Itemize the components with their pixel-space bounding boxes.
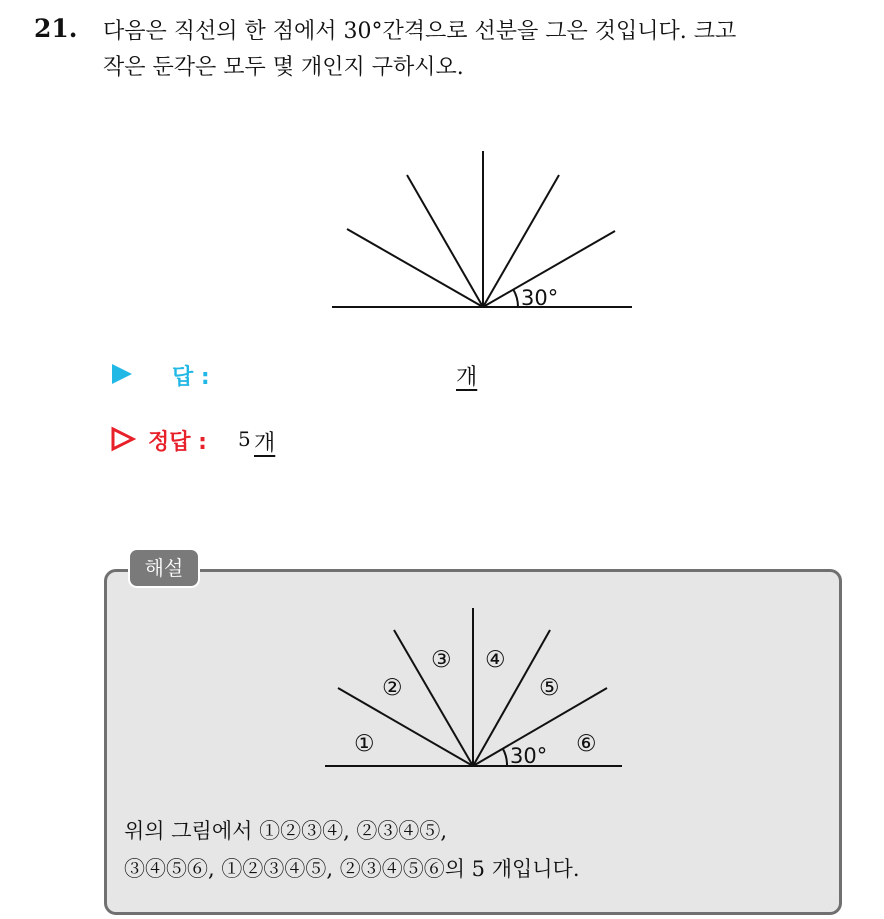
correct-label: 정답 : <box>148 430 207 455</box>
solution-angle-arc <box>503 749 507 766</box>
region-label-3: ③ <box>431 647 452 673</box>
region-label-5: ⑤ <box>539 675 560 701</box>
answer-label: 답 : <box>172 365 210 390</box>
ray-120 <box>407 175 483 307</box>
angle-label: 30° <box>521 286 559 310</box>
solution-figure <box>320 604 625 772</box>
ray-150 <box>347 229 483 307</box>
question-figure <box>330 145 635 315</box>
answer-marker-icon <box>112 364 132 384</box>
solution-tag: 해설 <box>128 548 200 588</box>
region-label-6: ⑥ <box>576 731 597 757</box>
correct-unit: 개 <box>254 431 276 456</box>
answer-unit: 개 <box>456 365 478 390</box>
angle-arc <box>513 289 518 307</box>
question-number: 21. <box>34 14 78 43</box>
region-label-2: ② <box>382 675 403 701</box>
region-label-4: ④ <box>485 647 506 673</box>
correct-value: 5 <box>238 427 251 451</box>
correct-marker-icon <box>110 426 136 452</box>
question-text: 다음은 직선의 한 점에서 30°간격으로 선분을 그은 것입니다. 크고 작은 둔각은 모두 몇 개인지 구하시오. <box>103 19 737 80</box>
solution-angle-label: 30° <box>510 744 548 768</box>
solution-text: 위의 그림에서 ①②③④, ②③④⑤, ③④⑤⑥, ①②③④⑤, ②③④⑤⑥의 5 개입니다. <box>124 819 580 881</box>
region-label-1: ① <box>354 731 375 757</box>
